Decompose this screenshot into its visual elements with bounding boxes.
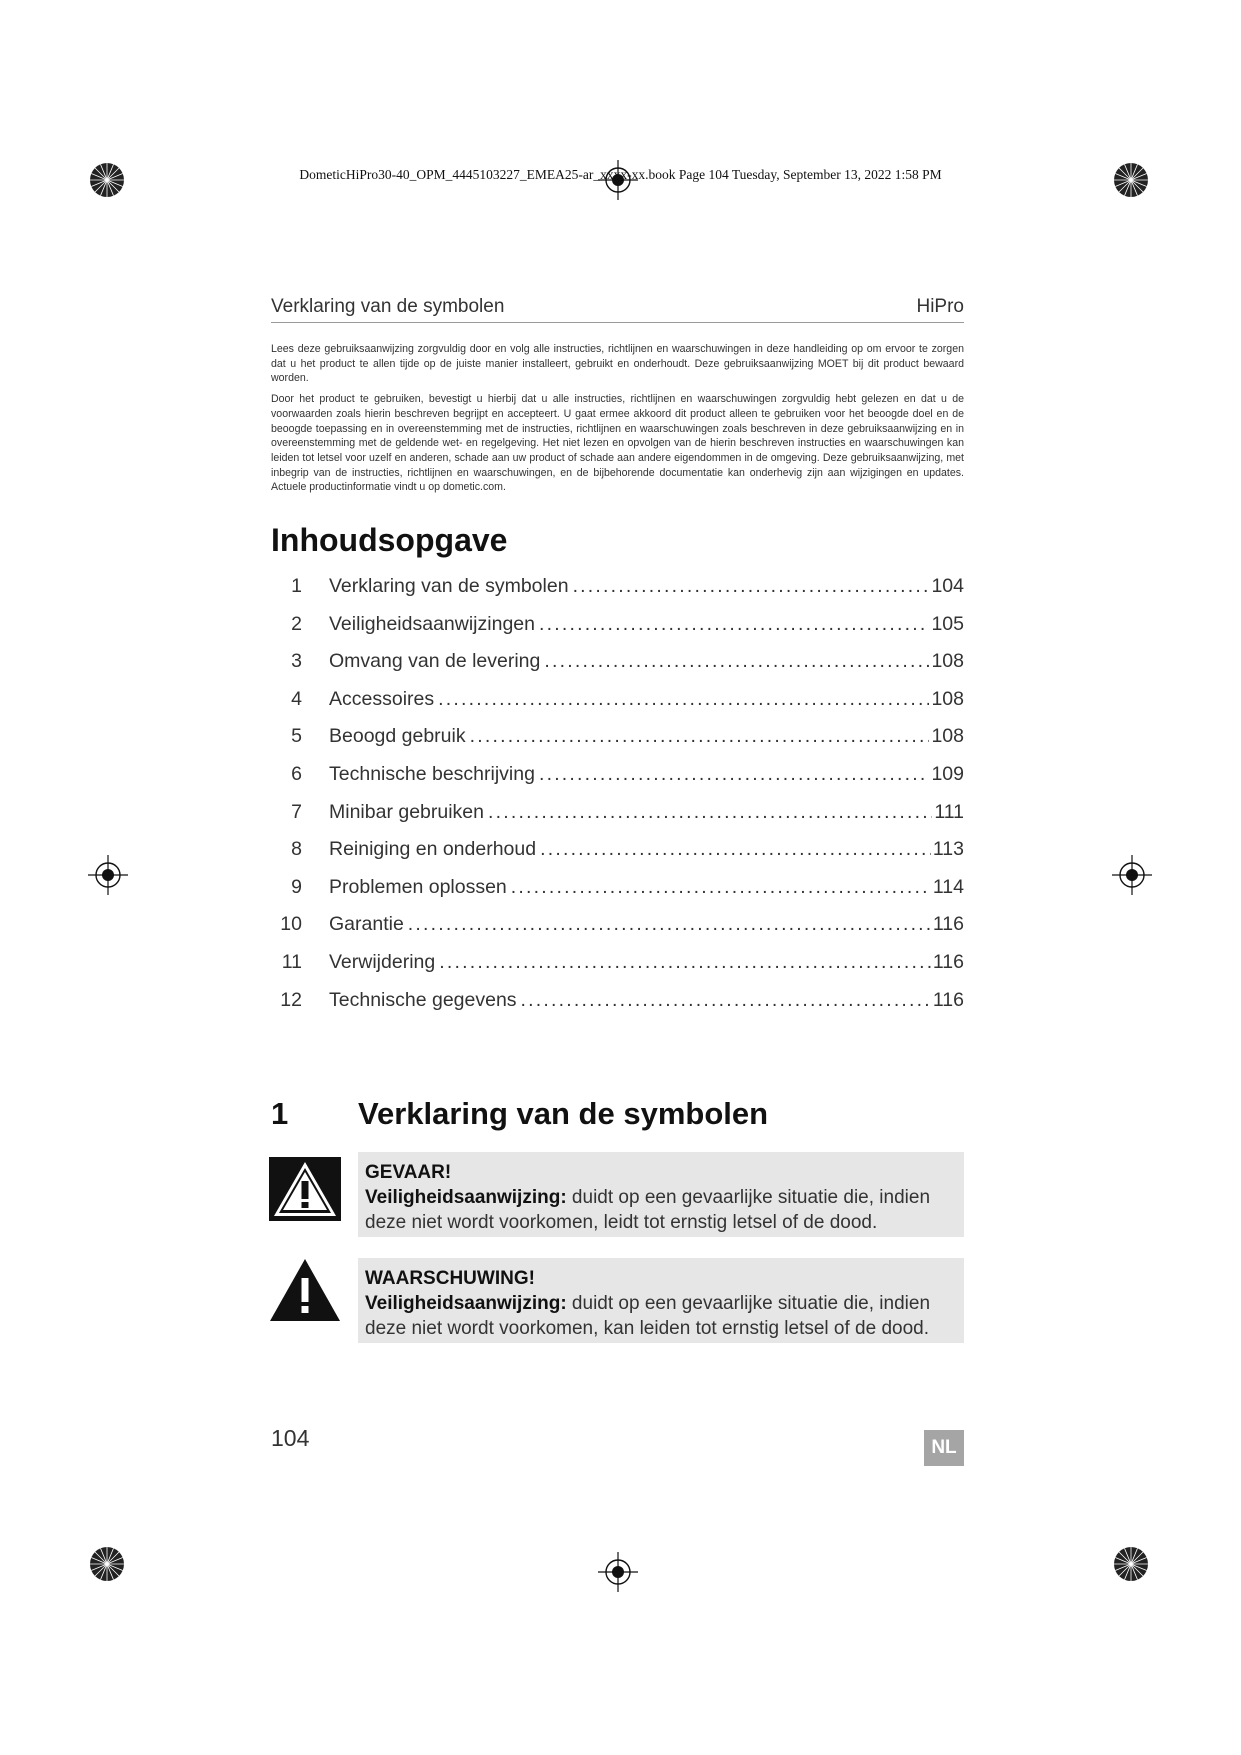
toc-leader-dots — [439, 951, 931, 974]
toc-entry-number: 11 — [281, 950, 302, 973]
language-badge: NL — [924, 1430, 964, 1466]
toc-entry[interactable] — [271, 646, 964, 684]
registration-crosshair-icon — [88, 855, 128, 895]
toc-entry[interactable] — [271, 759, 964, 797]
toc-entry-number: 10 — [280, 913, 302, 936]
toc-entry[interactable] — [271, 609, 964, 647]
toc-entry-page: 113 — [932, 838, 964, 861]
toc-entry-label: Problemen oplossen — [329, 876, 511, 899]
running-header-section: Verklaring van de symbolen — [271, 296, 505, 317]
warning-notice — [358, 1258, 964, 1343]
registration-rosette-icon — [89, 1546, 125, 1582]
toc-entry-label: Technische gegevens — [329, 989, 521, 1012]
print-slug-text: DometicHiPro30-40_OPM_4445103227_EMEA25-ar_xxxx-xx.book Page 104 Tuesday, September 13, 2022 1:58 PM — [299, 167, 942, 182]
toc-entry[interactable] — [271, 684, 964, 722]
toc-entry[interactable] — [271, 985, 964, 1023]
toc-entry-label: Veiligheidsaanwijzingen — [329, 613, 539, 636]
page-number: 104 — [271, 1425, 310, 1451]
toc-entry[interactable] — [271, 797, 964, 835]
toc-entry[interactable] — [271, 947, 964, 985]
toc-entry[interactable] — [271, 834, 964, 872]
running-header — [271, 296, 964, 323]
notice-body — [365, 1185, 956, 1235]
toc-entry-label: Verwijdering — [329, 951, 439, 974]
toc-entry[interactable] — [271, 571, 964, 609]
toc-entry-page: 116 — [932, 950, 964, 973]
registration-crosshair-icon — [598, 1552, 638, 1592]
toc-leader-dots — [544, 650, 929, 673]
toc-leader-dots — [573, 575, 930, 598]
toc-entry-page: 116 — [932, 913, 964, 936]
toc-entry-number: 4 — [291, 687, 302, 710]
toc-entry-number: 12 — [280, 988, 302, 1011]
toc-title: Inhoudsopgave — [271, 522, 508, 558]
toc-entry-number: 1 — [291, 575, 302, 597]
toc-entry-number: 2 — [291, 612, 302, 635]
notice-heading: GEVAAR! — [365, 1162, 452, 1183]
toc-entry-number: 8 — [291, 838, 302, 861]
notice-text: duidt op een gevaarlijke situatie die, indien deze niet wordt voorkomen, leidt tot ernstig letsel of de dood. — [365, 1187, 931, 1233]
toc-entry-number: 3 — [291, 650, 302, 673]
toc-entry-label: Reiniging en onderhoud — [329, 838, 540, 861]
registration-crosshair-icon — [1112, 855, 1152, 895]
table-of-contents — [271, 571, 964, 1022]
toc-leader-dots — [408, 913, 931, 936]
toc-leader-dots — [540, 838, 931, 861]
toc-entry-page: 105 — [931, 612, 964, 635]
toc-leader-dots — [539, 613, 929, 636]
toc-entry[interactable] — [271, 721, 964, 759]
toc-entry-label: Accessoires — [329, 688, 438, 711]
toc-entry-page: 108 — [931, 687, 964, 710]
intro-paragraph: Door het product te gebruiken, bevestigt u hierbij dat u alle instructies, richtlijnen en waarschuwingen zorgvuldig hebt gelezen en dat u de voorwaarden zoals hierin beschreven begrijpt en accepteert. U gaat ermee akkoord dit product alleen te gebruiken voor het beoogde doel en de beoogde toepassing en in overeenstemming met de instructies, richtlijnen en waarschuwingen zoals beschreven in deze gebruiksaanwijzing en in overeenstemming met de geldende wet- en regelgeving. Het niet lezen en opvolgen van de hierin beschreven instructies en waarschuwingen kan leiden tot letsel voor uzelf en anderen, schade aan uw product of schade aan andere eigendommen in de omgeving. Deze gebruiksaanwijzing, met inbegrip van de instructies, richtlijnen en waarschuwingen, en de bijbehorende documentatie kan onderhevig zijn aan wijzigingen en updates. Actuele productinformatie vindt u op dometic.com. — [271, 393, 964, 494]
toc-entry-label: Minibar gebruiken — [329, 801, 488, 824]
notice-heading: WAARSCHUWING! — [365, 1268, 535, 1289]
toc-leader-dots — [511, 876, 931, 899]
notice-label: Veiligheidsaanwijzing: — [365, 1293, 567, 1314]
toc-entry-page: 108 — [931, 650, 964, 673]
toc-leader-dots — [470, 725, 930, 748]
toc-entry[interactable] — [271, 909, 964, 947]
notice-body — [365, 1291, 956, 1341]
toc-entry-label: Beoogd gebruik — [329, 725, 470, 748]
toc-entry-label: Omvang van de levering — [329, 650, 544, 673]
toc-leader-dots — [488, 801, 932, 824]
danger-square-exclamation-icon — [269, 1157, 341, 1221]
toc-entry-label: Technische beschrijving — [329, 763, 539, 786]
toc-entry-label: Garantie — [329, 913, 408, 936]
notice-text: duidt op een gevaarlijke situatie die, indien deze niet wordt voorkomen, kan leiden tot ernstig letsel of de dood. — [365, 1293, 931, 1339]
toc-entry-page: 116 — [932, 988, 964, 1011]
toc-entry-page: 108 — [931, 725, 964, 748]
section-title: Verklaring van de symbolen — [358, 1096, 769, 1131]
toc-leader-dots — [521, 989, 931, 1012]
warning-triangle-icon — [269, 1258, 341, 1322]
danger-notice — [358, 1152, 964, 1237]
toc-entry-page: 114 — [932, 875, 964, 898]
toc-leader-dots — [539, 763, 930, 786]
toc-entry-label: Verklaring van de symbolen — [329, 575, 573, 598]
section-number: 1 — [271, 1096, 289, 1131]
toc-entry[interactable] — [271, 872, 964, 910]
toc-entry-page: 104 — [931, 575, 964, 597]
intro-paragraph: Lees deze gebruiksaanwijzing zorgvuldig door en volg alle instructies, richtlijnen en waarschuwingen in deze handleiding op om ervoor te zorgen dat u het product te allen tijde op de juiste manier installeert, gebruikt en onderhoudt. Deze gebruiksaanwijzing MOET bij dit product bewaard worden. — [271, 343, 964, 385]
toc-entry-number: 7 — [291, 800, 302, 823]
registration-rosette-icon — [1113, 1546, 1149, 1582]
running-header-product: HiPro — [916, 296, 964, 317]
toc-leader-dots — [438, 688, 929, 711]
toc-entry-number: 9 — [291, 875, 302, 898]
toc-entry-page: 109 — [931, 762, 964, 785]
toc-entry-number: 6 — [291, 762, 302, 785]
print-slug-line — [0, 167, 1241, 183]
toc-entry-page: 111 — [934, 800, 964, 823]
toc-entry-number: 5 — [291, 725, 302, 748]
intro-text — [271, 342, 964, 501]
notice-label: Veiligheidsaanwijzing: — [365, 1187, 567, 1208]
